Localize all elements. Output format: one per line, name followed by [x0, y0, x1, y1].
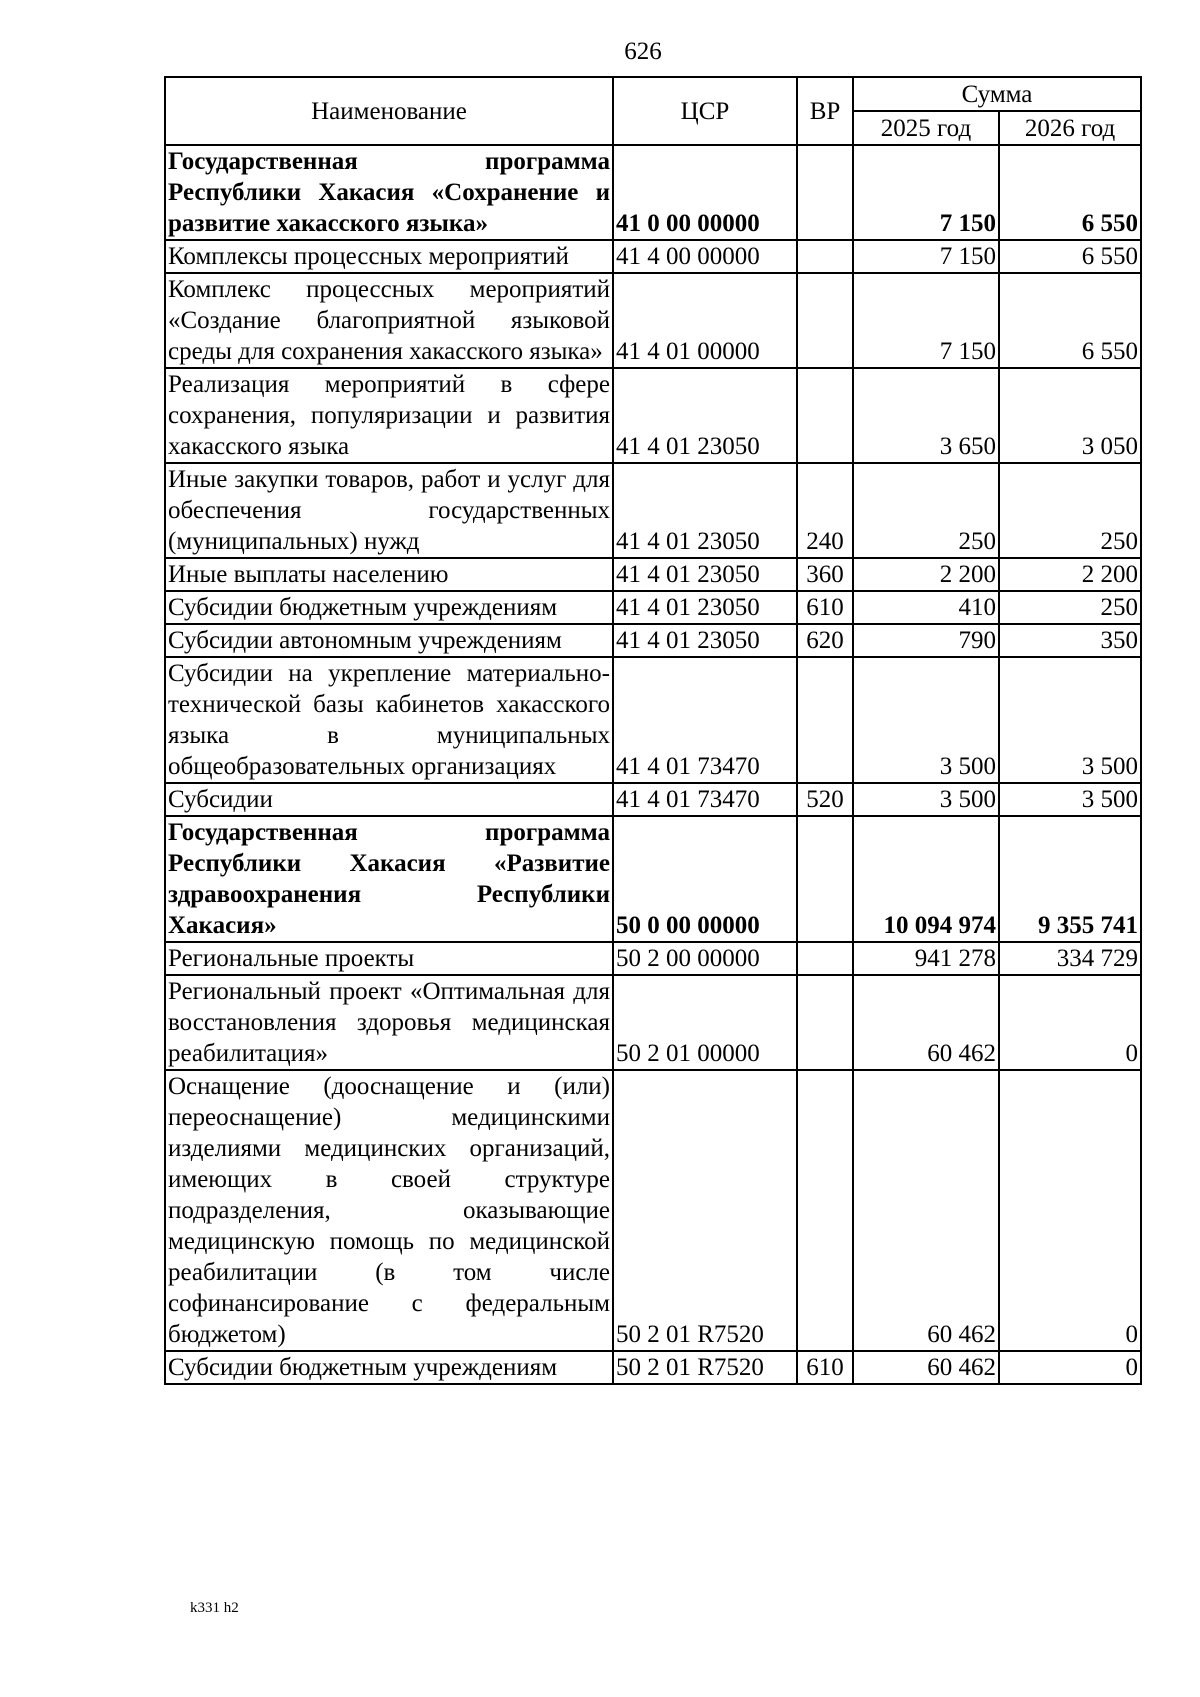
row-vr: 620: [797, 624, 853, 657]
row-csr: 41 4 01 23050: [613, 624, 797, 657]
row-vr: 360: [797, 558, 853, 591]
header-vr: ВР: [797, 77, 853, 145]
row-csr: 41 4 00 00000: [613, 240, 797, 273]
row-vr: 610: [797, 1351, 853, 1384]
row-name: Субсидии на укрепление материально-технической базы кабинетов хакасского языка в муниципальных общеобразовательных организациях: [165, 657, 613, 783]
row-sum-2026: 334 729: [999, 942, 1141, 975]
row-name: Региональные проекты: [165, 942, 613, 975]
row-sum-2025: 7 150: [853, 145, 999, 240]
row-sum-2025: 250: [853, 463, 999, 558]
table-body: [165, 145, 1141, 1384]
row-csr: 50 2 01 00000: [613, 975, 797, 1070]
header-csr: ЦСР: [613, 77, 797, 145]
table-row: [165, 624, 1141, 657]
row-csr: 41 4 01 73470: [613, 783, 797, 816]
row-vr: [797, 942, 853, 975]
row-csr: 50 2 01 R7520: [613, 1351, 797, 1384]
row-sum-2025: 410: [853, 591, 999, 624]
table-row: [165, 240, 1141, 273]
table-row: [165, 558, 1141, 591]
row-name: Оснащение (дооснащение и (или) переоснащение) медицинскими изделиями медицинских организаций, имеющих в своей структуре подразделения, оказывающие медицинскую помощь по медицинской реабилитации (в том числе софинансирование с федеральным бюджетом): [165, 1070, 613, 1351]
table-row: [165, 942, 1141, 975]
row-name: Реализация мероприятий в сфере сохранения, популяризации и развития хакасского языка: [165, 368, 613, 463]
table-row: [165, 368, 1141, 463]
row-sum-2026: 250: [999, 463, 1141, 558]
row-vr: [797, 1070, 853, 1351]
page-number: 626: [624, 38, 662, 65]
budget-table: [164, 76, 1142, 1385]
row-sum-2025: 790: [853, 624, 999, 657]
row-vr: 520: [797, 783, 853, 816]
row-sum-2026: 2 200: [999, 558, 1141, 591]
row-sum-2025: 10 094 974: [853, 816, 999, 942]
header-name: Наименование: [165, 77, 613, 145]
row-sum-2026: 0: [999, 1351, 1141, 1384]
row-csr: 41 0 00 00000: [613, 145, 797, 240]
table-row: [165, 145, 1141, 240]
row-sum-2026: 0: [999, 975, 1141, 1070]
row-vr: [797, 240, 853, 273]
row-sum-2025: 7 150: [853, 273, 999, 368]
row-csr: 41 4 01 23050: [613, 558, 797, 591]
row-sum-2025: 941 278: [853, 942, 999, 975]
footer-code: k331 h2: [190, 1600, 239, 1616]
row-name: Региональный проект «Оптимальная для восстановления здоровья медицинская реабилитация»: [165, 975, 613, 1070]
row-csr: 41 4 01 23050: [613, 463, 797, 558]
row-sum-2026: 3 500: [999, 783, 1141, 816]
row-name: Государственная программа Республики Хакасия «Сохранение и развитие хакасского языка»: [165, 145, 613, 240]
row-sum-2025: 3 500: [853, 783, 999, 816]
row-sum-2025: 3 650: [853, 368, 999, 463]
row-name: Комплексы процессных мероприятий: [165, 240, 613, 273]
table-row: [165, 783, 1141, 816]
row-vr: 240: [797, 463, 853, 558]
row-vr: [797, 145, 853, 240]
header-year-2026: 2026 год: [999, 111, 1141, 145]
row-sum-2026: 6 550: [999, 273, 1141, 368]
row-sum-2025: 60 462: [853, 1070, 999, 1351]
row-csr: 50 2 00 00000: [613, 942, 797, 975]
table-row: [165, 273, 1141, 368]
row-sum-2025: 60 462: [853, 975, 999, 1070]
row-sum-2026: 350: [999, 624, 1141, 657]
row-sum-2025: 2 200: [853, 558, 999, 591]
row-sum-2025: 3 500: [853, 657, 999, 783]
row-sum-2026: 9 355 741: [999, 816, 1141, 942]
row-name: Субсидии бюджетным учреждениям: [165, 1351, 613, 1384]
row-sum-2025: 60 462: [853, 1351, 999, 1384]
row-sum-2026: 0: [999, 1070, 1141, 1351]
header-sum: Сумма: [853, 77, 1141, 111]
table-header: [165, 77, 1141, 145]
row-vr: [797, 816, 853, 942]
row-csr: 41 4 01 00000: [613, 273, 797, 368]
row-name: Комплекс процессных мероприятий «Создание благоприятной языковой среды для сохранения хакасского языка»: [165, 273, 613, 368]
row-sum-2025: 7 150: [853, 240, 999, 273]
table-row: [165, 1351, 1141, 1384]
table-row: [165, 975, 1141, 1070]
table-row: [165, 657, 1141, 783]
row-sum-2026: 6 550: [999, 145, 1141, 240]
table-row: [165, 591, 1141, 624]
row-name: Государственная программа Республики Хакасия «Развитие здравоохранения Республики Хакасия»: [165, 816, 613, 942]
row-sum-2026: 250: [999, 591, 1141, 624]
row-csr: 50 2 01 R7520: [613, 1070, 797, 1351]
table-row: [165, 816, 1141, 942]
row-vr: 610: [797, 591, 853, 624]
row-name: Иные закупки товаров, работ и услуг для обеспечения государственных (муниципальных) нужд: [165, 463, 613, 558]
row-sum-2026: 6 550: [999, 240, 1141, 273]
row-vr: [797, 273, 853, 368]
row-csr: 41 4 01 23050: [613, 368, 797, 463]
row-sum-2026: 3 500: [999, 657, 1141, 783]
row-name: Субсидии автономным учреждениям: [165, 624, 613, 657]
row-csr: 50 0 00 00000: [613, 816, 797, 942]
row-name: Иные выплаты населению: [165, 558, 613, 591]
header-year-2025: 2025 год: [853, 111, 999, 145]
table-row: [165, 1070, 1141, 1351]
row-vr: [797, 975, 853, 1070]
row-name: Субсидии: [165, 783, 613, 816]
row-vr: [797, 657, 853, 783]
row-csr: 41 4 01 73470: [613, 657, 797, 783]
row-sum-2026: 3 050: [999, 368, 1141, 463]
row-name: Субсидии бюджетным учреждениям: [165, 591, 613, 624]
row-vr: [797, 368, 853, 463]
row-csr: 41 4 01 23050: [613, 591, 797, 624]
table-row: [165, 463, 1141, 558]
